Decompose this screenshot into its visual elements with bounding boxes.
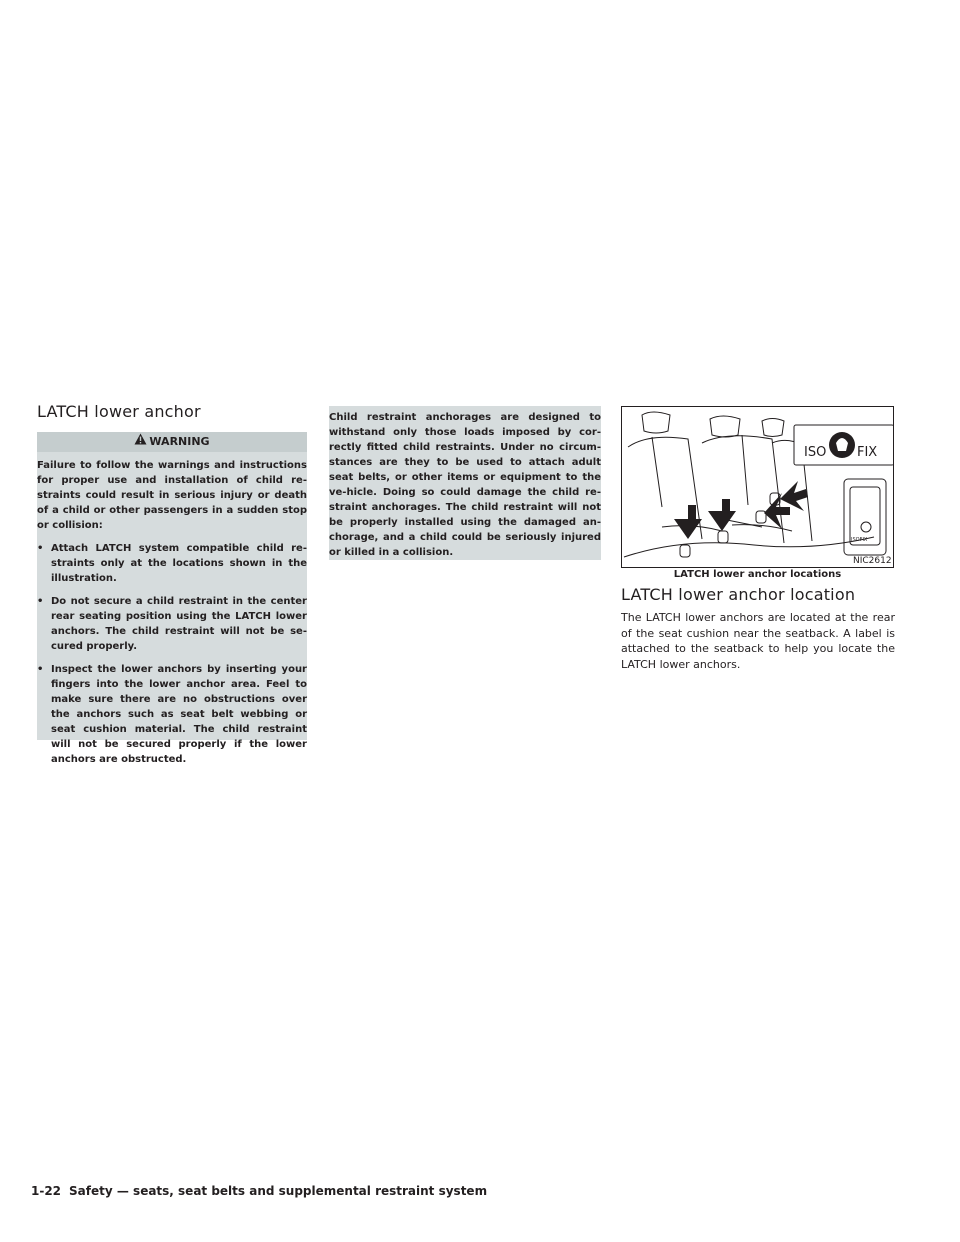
figure-code: NIC2612 (853, 556, 892, 566)
iso-label: ISO (804, 445, 827, 460)
warning-header (37, 432, 307, 452)
bullet-icon: • (37, 543, 44, 554)
page-number: 1-22 (31, 1184, 62, 1198)
warning-triangle-icon (134, 432, 147, 452)
section-heading: LATCH lower anchor (37, 402, 201, 421)
latch-figure (621, 406, 894, 568)
warning-bullet: • Do not secure a child restraint in the center rear seating position using the LATCH lower anchors. The child restraint will not be se-cured properly. (37, 596, 307, 652)
warning-bullet: • Inspect the lower anchors by inserting your fingers into the lower anchor area. Feel to make sure there are no obstructions over the anchors such as seat belt webbing or seat cushion material. The child restraint will not be secured properly if the lower anchors are obstructed. (37, 664, 307, 765)
bullet-icon: • (37, 664, 44, 675)
isofix-tag-icon (861, 522, 871, 532)
caution-box (329, 406, 601, 560)
rear-seat-illustration (622, 407, 893, 567)
footer-section-title: Safety — seats, seat belts and supplemental restraint system (69, 1184, 488, 1198)
figure-caption: LATCH lower anchor locations (673, 569, 842, 580)
isofix-tag-label: ISOFIX (851, 537, 868, 543)
bullet-icon: • (37, 596, 44, 607)
body-paragraph: The LATCH lower anchors are located at the rear of the seat cushion near the seatback. A label is attached to the seatback to help you locate the LATCH lower anchors. (621, 611, 895, 671)
warning-bullet: • Attach LATCH system compatible child re-straints only at the locations shown in the illustration. (37, 543, 307, 584)
warning-box (37, 432, 307, 765)
fix-label: FIX (857, 445, 878, 460)
warning-intro: Failure to follow the warnings and instructions for proper use and installation of child re-straints could result in serious injury or death of a child or other passengers in a sudden stop or collision: (37, 460, 307, 531)
subsection-heading: LATCH lower anchor location (621, 585, 856, 604)
page-footer (31, 1184, 487, 1198)
warning-title: WARNING (149, 435, 210, 448)
caution-text: Child restraint anchorages are designed to withstand only those loads imposed by cor-rectly fitted child restraints. Under no circum-stances are they to be used to attach adult seat belts, or other items or equipment to the ve-hicle. Doing so could damage the child re-straint anchorages. The child restraint will not be properly installed using the damaged an-chorage, and a child could be seriously injured or killed in a collision. (329, 412, 601, 558)
warning-body (37, 458, 307, 775)
